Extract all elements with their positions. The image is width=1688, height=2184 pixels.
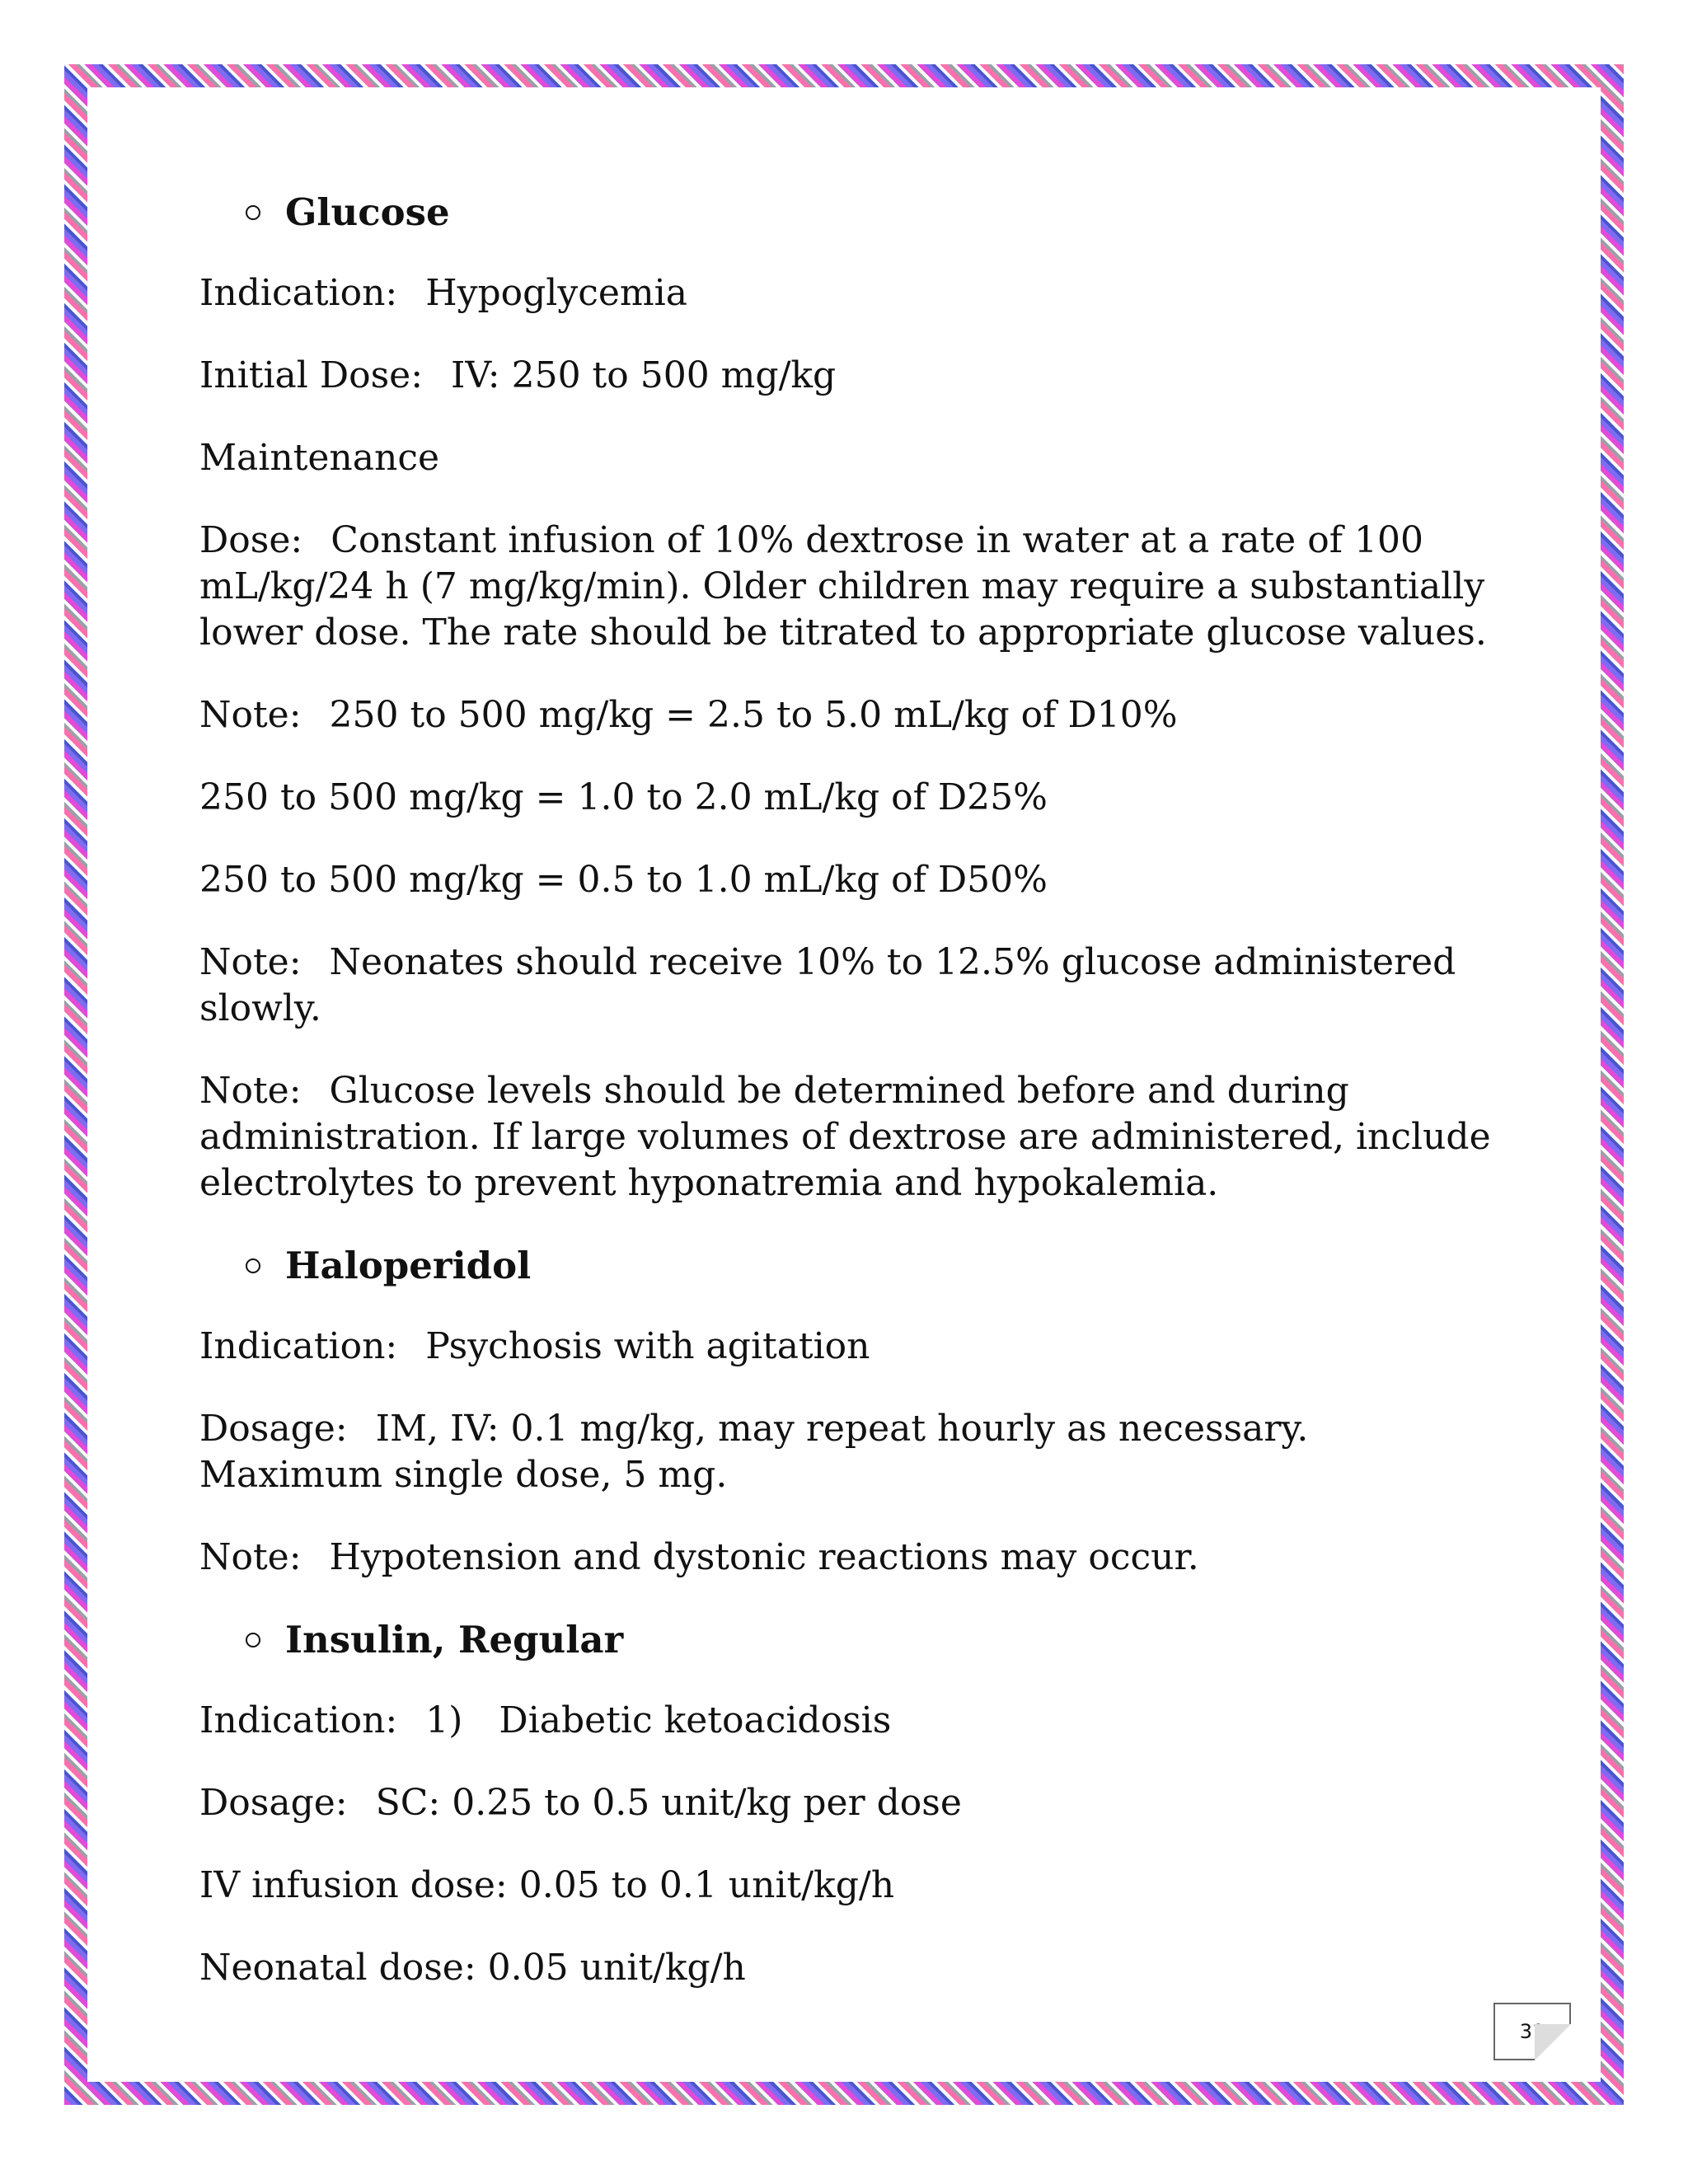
haloperidol-dosage [199, 1406, 1493, 1498]
insulin-iv-infusion [199, 1863, 1493, 1909]
insulin-neonatal [199, 1945, 1493, 1991]
insulin-indication [199, 1698, 1493, 1744]
field-label: Note: [199, 1536, 302, 1578]
field-label: Dosage: [199, 1408, 348, 1450]
field-value: Maintenance [199, 437, 440, 479]
page-number: 31 [1519, 2020, 1545, 2043]
glucose-note-d10 [199, 692, 1493, 738]
field-value: 250 to 500 mg/kg = 2.5 to 5.0 mL/kg of D10% [329, 694, 1178, 736]
bullet-circle-icon [246, 1633, 260, 1647]
field-value: Hypotension and dystonic reactions may occur. [329, 1536, 1199, 1578]
field-value: Diabetic ketoacidosis [499, 1699, 892, 1741]
field-value: Constant infusion of 10% dextrose in water at a rate of 100 mL/kg/24 h (7 mg/kg/min). Older children may require a substantially lower dose. The rate should be titrated to appropriate glucose values. [199, 519, 1487, 654]
haloperidol-indication [199, 1324, 1493, 1370]
field-value: Hypoglycemia [425, 272, 687, 314]
bullet-circle-icon [246, 1258, 260, 1273]
field-label: Note: [199, 694, 302, 736]
field-label: Indication: [199, 272, 398, 314]
haloperidol-note [199, 1535, 1493, 1581]
field-value: 250 to 500 mg/kg = 0.5 to 1.0 mL/kg of D50% [199, 859, 1048, 901]
field-label: Dose: [199, 519, 303, 561]
section-heading-haloperidol [246, 1243, 1493, 1289]
page-number-badge [1493, 2003, 1571, 2060]
section-heading-insulin [246, 1617, 1493, 1663]
page-content [199, 190, 1493, 2027]
bullet-circle-icon [246, 205, 260, 220]
glucose-note-d50 [199, 857, 1493, 903]
field-value: IV: 250 to 500 mg/kg [451, 354, 837, 396]
glucose-note-levels [199, 1068, 1493, 1207]
field-value: IM, IV: 0.1 mg/kg, may repeat hourly as necessary. Maximum single dose, 5 mg. [199, 1408, 1309, 1496]
section-title: Glucose [285, 190, 450, 234]
field-label: Dosage: [199, 1782, 348, 1824]
field-label: Initial Dose: [199, 354, 424, 396]
field-value: IV infusion dose: 0.05 to 0.1 unit/kg/h [199, 1864, 895, 1906]
field-label: Indication: [199, 1699, 398, 1741]
field-value: Glucose levels should be determined before and during administration. If large volumes of dextrose are administered, include electrolytes to prevent hyponatremia and hypokalemia. [199, 1070, 1491, 1204]
insulin-dosage [199, 1780, 1493, 1826]
glucose-note-d25 [199, 775, 1493, 821]
field-label: Indication: [199, 1325, 398, 1367]
field-value: SC: 0.25 to 0.5 unit/kg per dose [375, 1782, 962, 1824]
section-title: Haloperidol [285, 1244, 532, 1287]
field-value: Neonatal dose: 0.05 unit/kg/h [199, 1947, 746, 1989]
list-number: 1) [425, 1699, 463, 1741]
glucose-maintenance [199, 435, 1493, 481]
glucose-indication [199, 270, 1493, 316]
page-fold-icon [1535, 2024, 1571, 2060]
field-label: Note: [199, 941, 302, 983]
field-value: 250 to 500 mg/kg = 1.0 to 2.0 mL/kg of D25% [199, 776, 1048, 818]
glucose-note-neonates [199, 940, 1493, 1032]
glucose-dose [199, 518, 1493, 656]
field-value: Psychosis with agitation [425, 1325, 870, 1367]
glucose-initial-dose [199, 353, 1493, 399]
field-value: Neonates should receive 10% to 12.5% glucose administered slowly. [199, 941, 1456, 1029]
section-title: Insulin, Regular [285, 1618, 624, 1661]
field-label: Note: [199, 1070, 302, 1112]
section-heading-glucose [246, 190, 1493, 236]
